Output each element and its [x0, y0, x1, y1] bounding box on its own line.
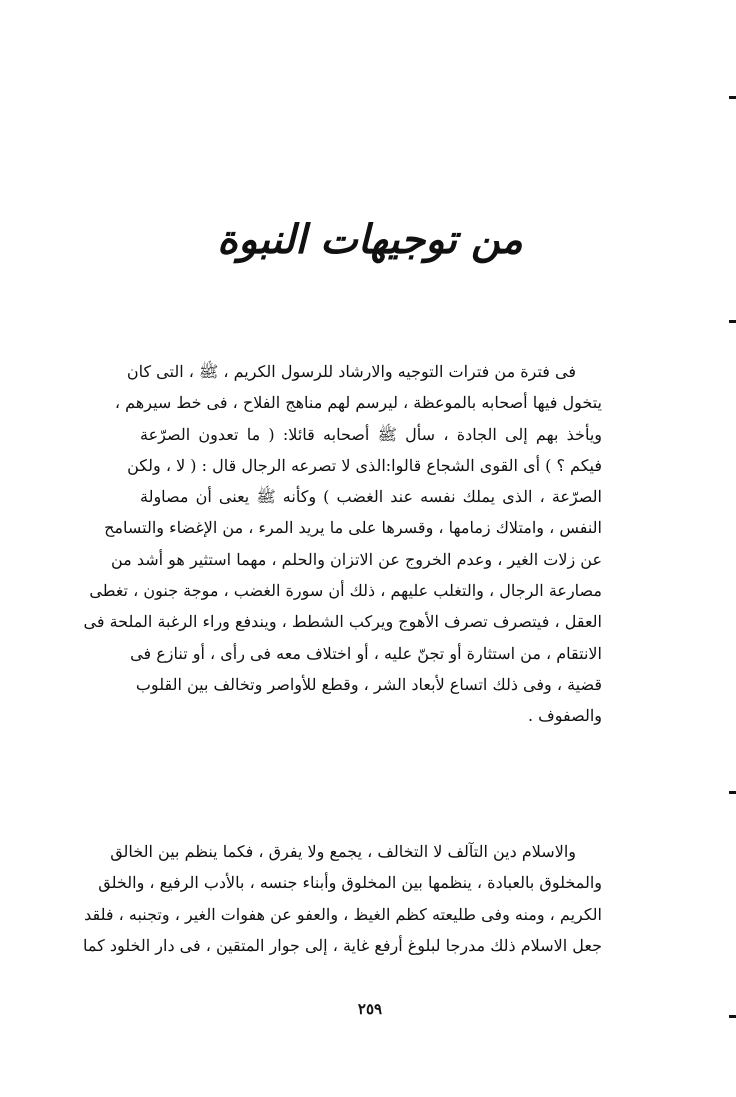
text-line: والاسلام دين التآلف لا التخالف ، يجمع ولا يفرق ، فكما ينظم بين الخالق — [110, 842, 576, 861]
text-line: فى فترة من فترات التوجيه والارشاد للرسول الكريم ، ﷺ ، التى كان — [126, 362, 576, 381]
text-line: النفس ، وامتلاك زمامها ، وقسرها على ما يريد المرء ، من الإغضاء والتسامح — [104, 518, 602, 538]
text-line: والصفوف . — [527, 706, 602, 726]
text-line: الانتقام ، من استثارة أو تجنّ عليه ، أو اختلاف معه فى رأى ، أو تنازع فى — [130, 643, 602, 663]
text-line: الكريم ، ومنه وفى طليعته كظم الغيظ ، والعفو عن هفوات الغير ، وتجنبه ، فلقد — [84, 904, 602, 924]
edge-mark — [729, 1015, 736, 1018]
page-number: ٢٥٩ — [357, 1000, 383, 1018]
paragraph-1 — [83, 356, 602, 732]
text-line: جعل الاسلام ذلك مدرجا لبلوغ أرفع غاية ، إلى جوار المتقين ، فى دار الخلود كما — [83, 935, 602, 955]
paragraph-2 — [83, 836, 602, 961]
text-line: والمخلوق بالعبادة ، ينظمها بين المخلوق وأبناء جنسه ، بالأدب الرفيع ، والخلق — [98, 873, 602, 893]
text-line: يتخول فيها أصحابه بالموعظة ، ليرسم لهم مناهج الفلاح ، فى خط سيرهم ، — [114, 393, 602, 413]
text-line: عن زلات الغير ، وعدم الخروج عن الاتزان والحلم ، مهما استثير هو أشد من — [110, 549, 602, 569]
chapter-title: من توجيهات النبوة — [217, 216, 523, 263]
text-line: العقل ، فيتصرف تصرف الأهوج ويركب الشطط ، ويندفع وراء الرغبة الملحة فى — [83, 612, 602, 632]
text-line: مصارعة الرجال ، والتغلب عليهم ، ذلك أن سورة الغضب ، موجة جنون ، تغطى — [89, 581, 602, 601]
edge-mark — [729, 320, 736, 323]
text-line: ويأخذ بهم إلى الجادة ، سأل ﷺ أصحابه قائلا: ( ما تعدون الصرّعة — [140, 424, 602, 444]
text-line: الصرّعة ، الذى يملك نفسه عند الغضب ) وكأنه ﷺ يعنى أن مصاولة — [140, 487, 602, 507]
text-line: قضية ، وفى ذلك اتساع لأبعاد الشر ، وقطع للأواصر وتخالف بين القلوب — [135, 674, 602, 694]
text-line: فيكم ؟ ) أى القوى الشجاع قالوا:الذى لا تصرعه الرجال قال : ( لا ، ولكن — [127, 455, 602, 475]
edge-mark — [729, 791, 736, 794]
edge-mark — [729, 96, 736, 99]
